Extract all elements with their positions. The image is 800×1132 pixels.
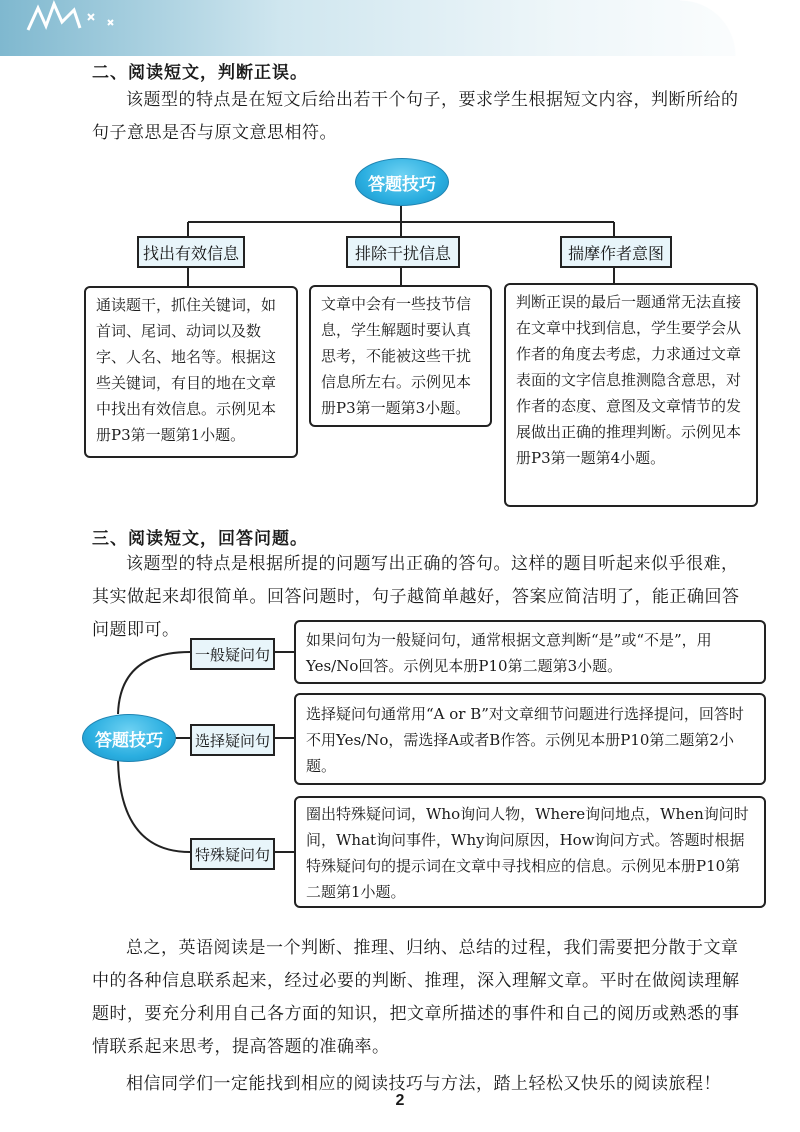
branch-label-exclude-distraction: 排除干扰信息: [346, 236, 460, 268]
conclusion-paragraph-1: 总之，英语阅读是一个判断、推理、归纳、总结的过程，我们需要把分散于文章中的各种信息联系起来，经过必要的判断、推理，深入理解文章。平时在做阅读理解题时，要充分利用自己各方面的知识，把文章所描述的事件和自己的阅历或熟悉的事情联系起来思考，提高答题的准确率。: [92, 938, 740, 1057]
branch-text-author-intent: 判断正误的最后一题通常无法直接在文章中找到信息，学生要学会从作者的角度去考虑，力求通过文章表面的文字信息推测隐含意思，对作者的态度、意图及文章情节的发展做出正确的推理判断。示例见本册P3第一题第4小题。: [504, 283, 758, 507]
section-3-center-node: 答题技巧: [82, 714, 176, 762]
branch-text-exclude-distraction: 文章中会有一些技节信息，学生解题时要认真思考，不能被这些干扰信息所左右。示例见本册P3第一题第3小题。: [309, 285, 492, 427]
branch-text-yes-no-question: 如果问句为一般疑问句，通常根据文意判断“是”或“不是”，用Yes/No回答。示例见本册P10第二题第3小题。: [294, 620, 766, 684]
conclusion-paragraph-2: 相信同学们一定能找到相应的阅读技巧与方法，踏上轻松又快乐的阅读旅程！: [126, 1074, 721, 1094]
section-3-heading: 三、阅读短文，回答问题。: [92, 529, 308, 549]
page-number: 2: [395, 1092, 405, 1109]
section-3-intro: 该题型的特点是根据所提的问题写出正确的答句。这样的题目听起来似乎很难，其实做起来却很简单。回答问题时，句子越简单越好，答案应简洁明了，能正确回答问题即可。: [92, 554, 740, 640]
section-2-heading: 二、阅读短文，判断正误。: [92, 63, 308, 83]
branch-text-choice-question: 选择疑问句通常用“A or B”对文章细节问题进行选择提问，回答时不用Yes/No，需选择A或者B作答。示例见本册P10第二题第2小题。: [294, 693, 766, 785]
branch-text-find-info: 通读题干，抓住关键词，如首词、尾词、动词以及数字、人名、地名等。根据这些关键词，有目的地在文章中找出有效信息。示例见本册P3第一题第1小题。: [84, 286, 298, 458]
section-2-intro: 该题型的特点是在短文后给出若干个句子，要求学生根据短文内容，判断所给的句子意思是否与原文意思相符。: [92, 90, 739, 143]
branch-label-choice-question: 选择疑问句: [190, 724, 275, 756]
branch-label-wh-question: 特殊疑问句: [190, 838, 275, 870]
branch-text-wh-question: 圈出特殊疑问词，Who询问人物，Where询问地点，When询问时间，What询问事件，Why询问原因，How询问方式。答题时根据特殊疑问句的提示词在文章中寻找相应的信息。示例见本册P10第二题第1小题。: [294, 796, 766, 908]
branch-label-find-info: 找出有效信息: [137, 236, 245, 268]
branch-label-yes-no-question: 一般疑问句: [190, 638, 275, 670]
section-2-center-node: 答题技巧: [355, 158, 449, 206]
conclusion: [92, 932, 742, 1101]
branch-label-author-intent: 揣摩作者意图: [560, 236, 672, 268]
